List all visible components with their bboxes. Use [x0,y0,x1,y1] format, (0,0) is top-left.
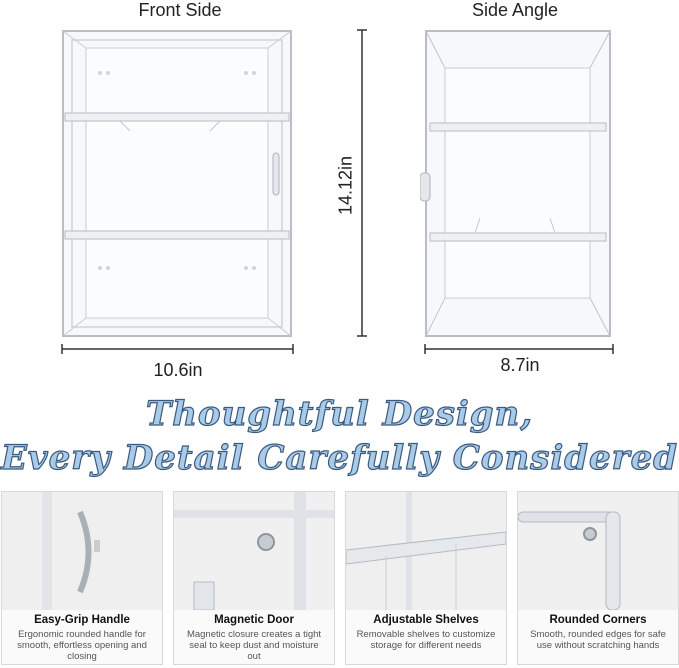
feature-card-handle [1,491,163,665]
magnetic-door-closeup-image [174,492,334,610]
front-cabinet-image [60,28,295,340]
side-cabinet-image [420,28,615,340]
front-width-label: 10.6in [153,360,203,380]
feature-desc: Removable shelves to customize storage for different needs [356,629,496,651]
side-width-label: 8.7in [500,355,540,375]
shelves-closeup-image [346,492,506,610]
feature-desc: Ergonomic rounded handle for smooth, effortless opening and closing [17,629,147,662]
side-angle-title: Side Angle [471,0,559,20]
front-side-title: Front Side [138,0,222,20]
feature-name: Magnetic Door [214,614,294,626]
side-width-dimension-line [423,342,615,356]
headline-line-2: Every Detail Carefully Considered [1,438,678,478]
feature-desc: Magnetic closure creates a tight seal to keep dust and moisture out [186,629,322,662]
feature-card-shelves [345,491,507,665]
headline-line-1: Thoughtful Design, [145,394,534,434]
feature-card-magnetic-door [173,491,335,665]
feature-name: Adjustable Shelves [373,614,479,626]
front-width-dimension-line [60,342,295,356]
feature-name: Rounded Corners [549,614,647,626]
rounded-corner-closeup-image [518,492,678,610]
height-label: 14.12in [335,155,356,216]
feature-name: Easy-Grip Handle [34,614,130,626]
feature-card-rounded-corners [517,491,679,665]
handle-closeup-image [2,492,162,610]
feature-desc: Smooth, rounded edges for safe use without scratching hands [530,629,666,651]
